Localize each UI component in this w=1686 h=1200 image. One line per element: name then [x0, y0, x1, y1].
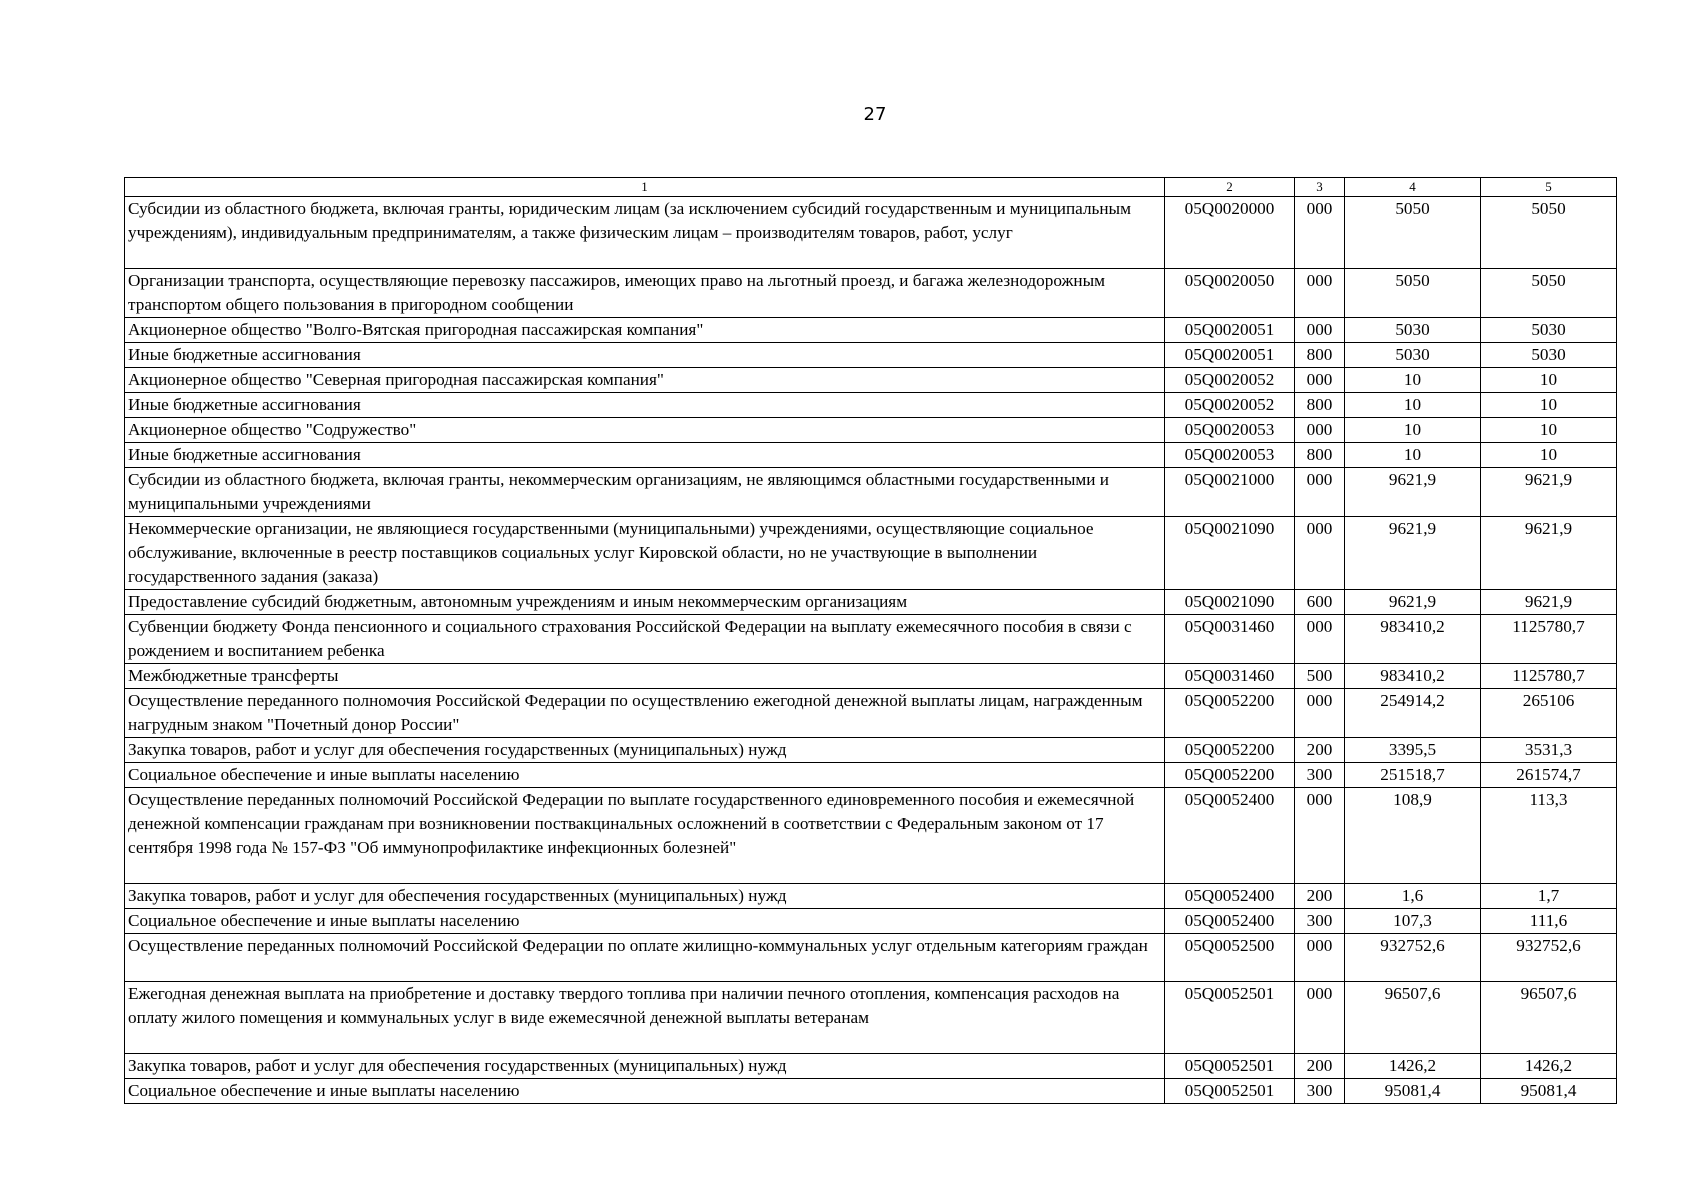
header-col-2: 2	[1165, 178, 1295, 197]
row-code: 05Q0031460	[1165, 664, 1295, 689]
row-expense-type: 000	[1295, 788, 1345, 884]
row-expense-type: 000	[1295, 982, 1345, 1054]
row-expense-type: 500	[1295, 664, 1345, 689]
row-value-4: 107,3	[1345, 909, 1481, 934]
table-row	[125, 197, 1617, 269]
row-value-4: 96507,6	[1345, 982, 1481, 1054]
row-code: 05Q0020052	[1165, 368, 1295, 393]
table-row	[125, 788, 1617, 884]
row-code: 05Q0020053	[1165, 418, 1295, 443]
row-name: Закупка товаров, работ и услуг для обеспечения государственных (муниципальных) нужд	[125, 1054, 1165, 1079]
table-row	[125, 689, 1617, 738]
row-code: 05Q0020050	[1165, 269, 1295, 318]
row-value-5: 5030	[1481, 343, 1617, 368]
row-expense-type: 300	[1295, 909, 1345, 934]
row-name: Осуществление переданных полномочий Российской Федерации по оплате жилищно-коммунальных услуг отдельным категориям граждан	[125, 934, 1165, 982]
row-code: 05Q0052501	[1165, 1079, 1295, 1104]
row-value-5: 111,6	[1481, 909, 1617, 934]
row-value-4: 10	[1345, 443, 1481, 468]
row-value-4: 5050	[1345, 197, 1481, 269]
row-name: Межбюджетные трансферты	[125, 664, 1165, 689]
table-row	[125, 982, 1617, 1054]
row-value-4: 983410,2	[1345, 615, 1481, 664]
row-expense-type: 600	[1295, 590, 1345, 615]
row-name: Акционерное общество "Северная пригородная пассажирская компания"	[125, 368, 1165, 393]
row-value-5: 9621,9	[1481, 590, 1617, 615]
row-name: Акционерное общество "Содружество"	[125, 418, 1165, 443]
table-row	[125, 763, 1617, 788]
row-value-4: 932752,6	[1345, 934, 1481, 982]
table-body	[125, 197, 1617, 1104]
row-expense-type: 200	[1295, 738, 1345, 763]
row-expense-type: 000	[1295, 934, 1345, 982]
row-code: 05Q0021000	[1165, 468, 1295, 517]
table-row	[125, 738, 1617, 763]
row-expense-type: 200	[1295, 1054, 1345, 1079]
row-value-5: 265106	[1481, 689, 1617, 738]
row-value-5: 95081,4	[1481, 1079, 1617, 1104]
row-value-4: 95081,4	[1345, 1079, 1481, 1104]
row-code: 05Q0052200	[1165, 763, 1295, 788]
row-value-4: 983410,2	[1345, 664, 1481, 689]
row-name: Осуществление переданного полномочия Российской Федерации по осуществлению ежегодной денежной выплаты лицам, награжденным нагрудным знаком "Почетный донор России"	[125, 689, 1165, 738]
row-value-4: 5030	[1345, 318, 1481, 343]
row-expense-type: 800	[1295, 443, 1345, 468]
row-code: 05Q0021090	[1165, 517, 1295, 590]
table-row	[125, 318, 1617, 343]
row-name: Социальное обеспечение и иные выплаты населению	[125, 1079, 1165, 1104]
row-value-4: 10	[1345, 393, 1481, 418]
row-value-4: 9621,9	[1345, 590, 1481, 615]
row-expense-type: 000	[1295, 269, 1345, 318]
row-name: Организации транспорта, осуществляющие перевозку пассажиров, имеющих право на льготный проезд, и багажа железнодорожным транспортом общего пользования в пригородном сообщении	[125, 269, 1165, 318]
row-expense-type: 000	[1295, 418, 1345, 443]
row-value-4: 3395,5	[1345, 738, 1481, 763]
row-code: 05Q0020052	[1165, 393, 1295, 418]
table-row	[125, 934, 1617, 982]
table-row	[125, 590, 1617, 615]
row-name: Осуществление переданных полномочий Российской Федерации по выплате государственного единовременного пособия и ежемесячной денежной компенсации гражданам при возникновении поствакцинальных осложнений в соответствии с Федеральным законом от 17 сентября 1998 года № 157-ФЗ "Об иммунопрофилактике инфекционных болезней"	[125, 788, 1165, 884]
table-row	[125, 1054, 1617, 1079]
table-row	[125, 615, 1617, 664]
row-value-5: 5050	[1481, 197, 1617, 269]
row-value-5: 3531,3	[1481, 738, 1617, 763]
table-row	[125, 1079, 1617, 1104]
row-code: 05Q0020053	[1165, 443, 1295, 468]
row-expense-type: 000	[1295, 318, 1345, 343]
row-name: Акционерное общество "Волго-Вятская пригородная пассажирская компания"	[125, 318, 1165, 343]
row-value-4: 9621,9	[1345, 517, 1481, 590]
table-row	[125, 517, 1617, 590]
row-expense-type: 000	[1295, 517, 1345, 590]
row-expense-type: 000	[1295, 468, 1345, 517]
row-value-4: 10	[1345, 368, 1481, 393]
row-expense-type: 000	[1295, 689, 1345, 738]
table-row	[125, 664, 1617, 689]
row-name: Субвенции бюджету Фонда пенсионного и социального страхования Российской Федерации на выплату ежемесячного пособия в связи с рождением и воспитанием ребенка	[125, 615, 1165, 664]
row-name: Некоммерческие организации, не являющиеся государственными (муниципальными) учреждениями, осуществляющие социальное обслуживание, включенные в реестр поставщиков социальных услуг Кировской области, но не участвующие в выполнении государственного задания (заказа)	[125, 517, 1165, 590]
row-value-5: 9621,9	[1481, 517, 1617, 590]
row-code: 05Q0020000	[1165, 197, 1295, 269]
page-number: 27	[863, 104, 887, 125]
row-code: 05Q0052500	[1165, 934, 1295, 982]
table-row	[125, 269, 1617, 318]
table-row	[125, 909, 1617, 934]
row-value-5: 9621,9	[1481, 468, 1617, 517]
row-name: Иные бюджетные ассигнования	[125, 393, 1165, 418]
row-name: Ежегодная денежная выплата на приобретение и доставку твердого топлива при наличии печного отопления, компенсация расходов на оплату жилого помещения и коммунальных услуг в виде ежемесячной денежной выплаты ветеранам	[125, 982, 1165, 1054]
row-name: Субсидии из областного бюджета, включая гранты, некоммерческим организациям, не являющимся областными государственными и муниципальными учреждениями	[125, 468, 1165, 517]
row-value-4: 5030	[1345, 343, 1481, 368]
row-value-4: 1,6	[1345, 884, 1481, 909]
table-row	[125, 368, 1617, 393]
row-value-5: 10	[1481, 368, 1617, 393]
header-col-1: 1	[125, 178, 1165, 197]
row-value-5: 10	[1481, 393, 1617, 418]
row-value-4: 254914,2	[1345, 689, 1481, 738]
row-code: 05Q0052400	[1165, 884, 1295, 909]
row-expense-type: 800	[1295, 393, 1345, 418]
row-name: Предоставление субсидий бюджетным, автономным учреждениям и иным некоммерческим организациям	[125, 590, 1165, 615]
table-row	[125, 393, 1617, 418]
row-value-4: 251518,7	[1345, 763, 1481, 788]
row-value-4: 9621,9	[1345, 468, 1481, 517]
row-value-5: 5050	[1481, 269, 1617, 318]
row-code: 05Q0020051	[1165, 318, 1295, 343]
header-col-4: 4	[1345, 178, 1481, 197]
row-code: 05Q0031460	[1165, 615, 1295, 664]
row-name: Иные бюджетные ассигнования	[125, 443, 1165, 468]
budget-table	[124, 177, 1617, 1104]
row-value-5: 1,7	[1481, 884, 1617, 909]
row-value-4: 108,9	[1345, 788, 1481, 884]
header-row	[125, 178, 1617, 197]
table-row	[125, 468, 1617, 517]
table-row	[125, 443, 1617, 468]
row-value-4: 1426,2	[1345, 1054, 1481, 1079]
row-value-5: 932752,6	[1481, 934, 1617, 982]
row-expense-type: 000	[1295, 197, 1345, 269]
row-expense-type: 000	[1295, 368, 1345, 393]
row-expense-type: 200	[1295, 884, 1345, 909]
row-name: Закупка товаров, работ и услуг для обеспечения государственных (муниципальных) нужд	[125, 884, 1165, 909]
row-expense-type: 300	[1295, 763, 1345, 788]
row-code: 05Q0052501	[1165, 1054, 1295, 1079]
header-col-3: 3	[1295, 178, 1345, 197]
row-value-5: 261574,7	[1481, 763, 1617, 788]
row-expense-type: 300	[1295, 1079, 1345, 1104]
table-row	[125, 884, 1617, 909]
row-value-5: 1426,2	[1481, 1054, 1617, 1079]
row-name: Иные бюджетные ассигнования	[125, 343, 1165, 368]
row-value-5: 113,3	[1481, 788, 1617, 884]
row-expense-type: 800	[1295, 343, 1345, 368]
row-value-4: 5050	[1345, 269, 1481, 318]
row-value-5: 1125780,7	[1481, 615, 1617, 664]
row-value-5: 96507,6	[1481, 982, 1617, 1054]
row-code: 05Q0052200	[1165, 738, 1295, 763]
row-value-5: 10	[1481, 443, 1617, 468]
row-code: 05Q0052501	[1165, 982, 1295, 1054]
row-value-5: 10	[1481, 418, 1617, 443]
row-value-4: 10	[1345, 418, 1481, 443]
row-name: Субсидии из областного бюджета, включая гранты, юридическим лицам (за исключением субсидий государственным и муниципальным учреждениям), индивидуальным предпринимателям, а также физическим лицам – производителям товаров, работ, услуг	[125, 197, 1165, 269]
row-name: Социальное обеспечение и иные выплаты населению	[125, 909, 1165, 934]
row-code: 05Q0052400	[1165, 788, 1295, 884]
header-col-5: 5	[1481, 178, 1617, 197]
table-row	[125, 343, 1617, 368]
row-code: 05Q0020051	[1165, 343, 1295, 368]
row-code: 05Q0021090	[1165, 590, 1295, 615]
row-code: 05Q0052400	[1165, 909, 1295, 934]
row-expense-type: 000	[1295, 615, 1345, 664]
table-row	[125, 418, 1617, 443]
row-code: 05Q0052200	[1165, 689, 1295, 738]
row-value-5: 5030	[1481, 318, 1617, 343]
row-name: Закупка товаров, работ и услуг для обеспечения государственных (муниципальных) нужд	[125, 738, 1165, 763]
row-name: Социальное обеспечение и иные выплаты населению	[125, 763, 1165, 788]
row-value-5: 1125780,7	[1481, 664, 1617, 689]
